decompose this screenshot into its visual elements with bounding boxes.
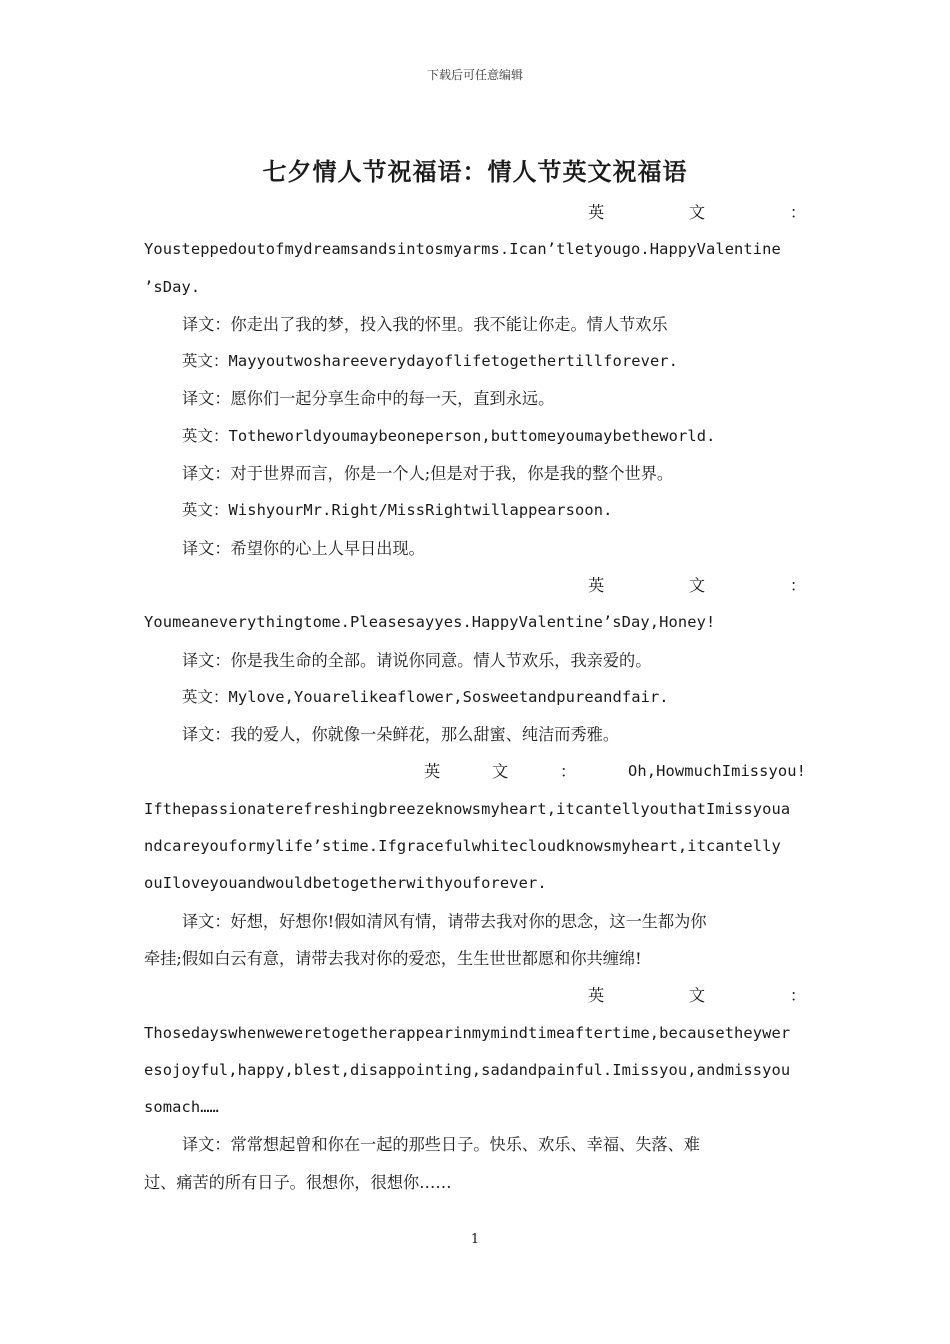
translation-line: 牵挂;假如白云有意，请带去我对你的爱恋，生生世世都愿和你共缠绵! bbox=[144, 948, 642, 968]
english-text-line: ’sDay. bbox=[144, 277, 201, 296]
translation-line: 译文：你是我生命的全部。请说你同意。情人节欢乐，我亲爱的。 bbox=[182, 650, 652, 670]
label-char: 文 bbox=[688, 575, 706, 595]
label-line bbox=[144, 753, 806, 790]
label-char: 英 bbox=[588, 986, 605, 1006]
label-char: 文 bbox=[688, 203, 706, 222]
label-line bbox=[144, 977, 806, 1014]
translation-line: 译文：愿你们一起分享生命中的每一天，直到永远。 bbox=[182, 389, 555, 409]
translation-line: 译文：对于世界而言，你是一个人;但是对于我，你是我的整个世界。 bbox=[182, 464, 674, 484]
english-text-line: esojoyful,happy,blest,disappointing,sadandpainful.Imissyou,andmissyou bbox=[144, 1060, 791, 1079]
label-char: 英 bbox=[588, 575, 605, 595]
label-char: ： bbox=[789, 203, 806, 222]
label-char: ： bbox=[789, 575, 806, 595]
english-text-line: ndcareyouformylife’stime.Ifgracefulwhitecloudknowsmyheart,itcantelly bbox=[144, 837, 781, 856]
english-line: 英文：WishyourMr.Right/MissRightwillappearsoon. bbox=[182, 501, 613, 520]
english-text: Oh,HowmuchImissyou! bbox=[628, 762, 806, 781]
english-text-line: Youmeaneverythingtome.Pleasesayyes.HappyValentine’sDay,Honey! bbox=[144, 613, 716, 632]
english-text-line: ouIloveyouandwouldbetogetherwithyouforever. bbox=[144, 874, 547, 893]
english-text-line: Yousteppedoutofmydreamsandsintosmyarms.Ican’tletyougo.HappyValentine bbox=[144, 240, 781, 259]
label-char: 英 bbox=[588, 203, 605, 222]
translation-line: 过、痛苦的所有日子。很想你，很想你…… bbox=[144, 1172, 452, 1192]
english-text-line: Ifthepassionaterefreshingbreezeknowsmyheart,itcantellyouthatImissyoua bbox=[144, 799, 791, 818]
english-text-line: somach…… bbox=[144, 1098, 219, 1117]
english-line: 英文：Mylove,Youarelikeaflower,Sosweetandpureandfair. bbox=[182, 687, 669, 706]
translation-line: 译文：好想，好想你!假如清风有情，请带去我对你的思念，这一生都为你 bbox=[182, 911, 707, 931]
translation-line: 译文：你走出了我的梦，投入我的怀里。我不能让你走。情人节欢乐 bbox=[182, 314, 668, 334]
page-title: 七夕情人节祝福语：情人节英文祝福语 bbox=[262, 158, 688, 186]
label-line bbox=[144, 194, 806, 231]
page-number: 1 bbox=[470, 1232, 480, 1247]
english-line: 英文：Mayyoutwoshareeverydayoflifetogethertillforever. bbox=[182, 352, 679, 371]
english-line: 英文：Totheworldyoumaybeoneperson,buttomeyoumaybetheworld. bbox=[182, 426, 716, 445]
label-line bbox=[144, 567, 806, 604]
translation-line: 译文：我的爱人，你就像一朵鲜花，那么甜蜜、纯洁而秀雅。 bbox=[182, 725, 620, 745]
translation-line: 译文：希望你的心上人早日出现。 bbox=[182, 538, 425, 558]
translation-line: 译文：常常想起曾和你在一起的那些日子。快乐、欢乐、幸福、失落、难 bbox=[182, 1135, 700, 1155]
label-char: 文 bbox=[492, 762, 509, 782]
page-header: 下载后可任意编辑 bbox=[426, 68, 523, 82]
label-char: ： bbox=[789, 986, 806, 1006]
document-body bbox=[144, 194, 806, 1201]
label-char: 文 bbox=[688, 986, 706, 1006]
label-char: 英 bbox=[424, 762, 441, 782]
english-text-line: Thosedayswhenweweretogetherappearinmymindtimeaftertime,becausetheywer bbox=[144, 1023, 791, 1042]
label-char: ： bbox=[560, 762, 577, 782]
